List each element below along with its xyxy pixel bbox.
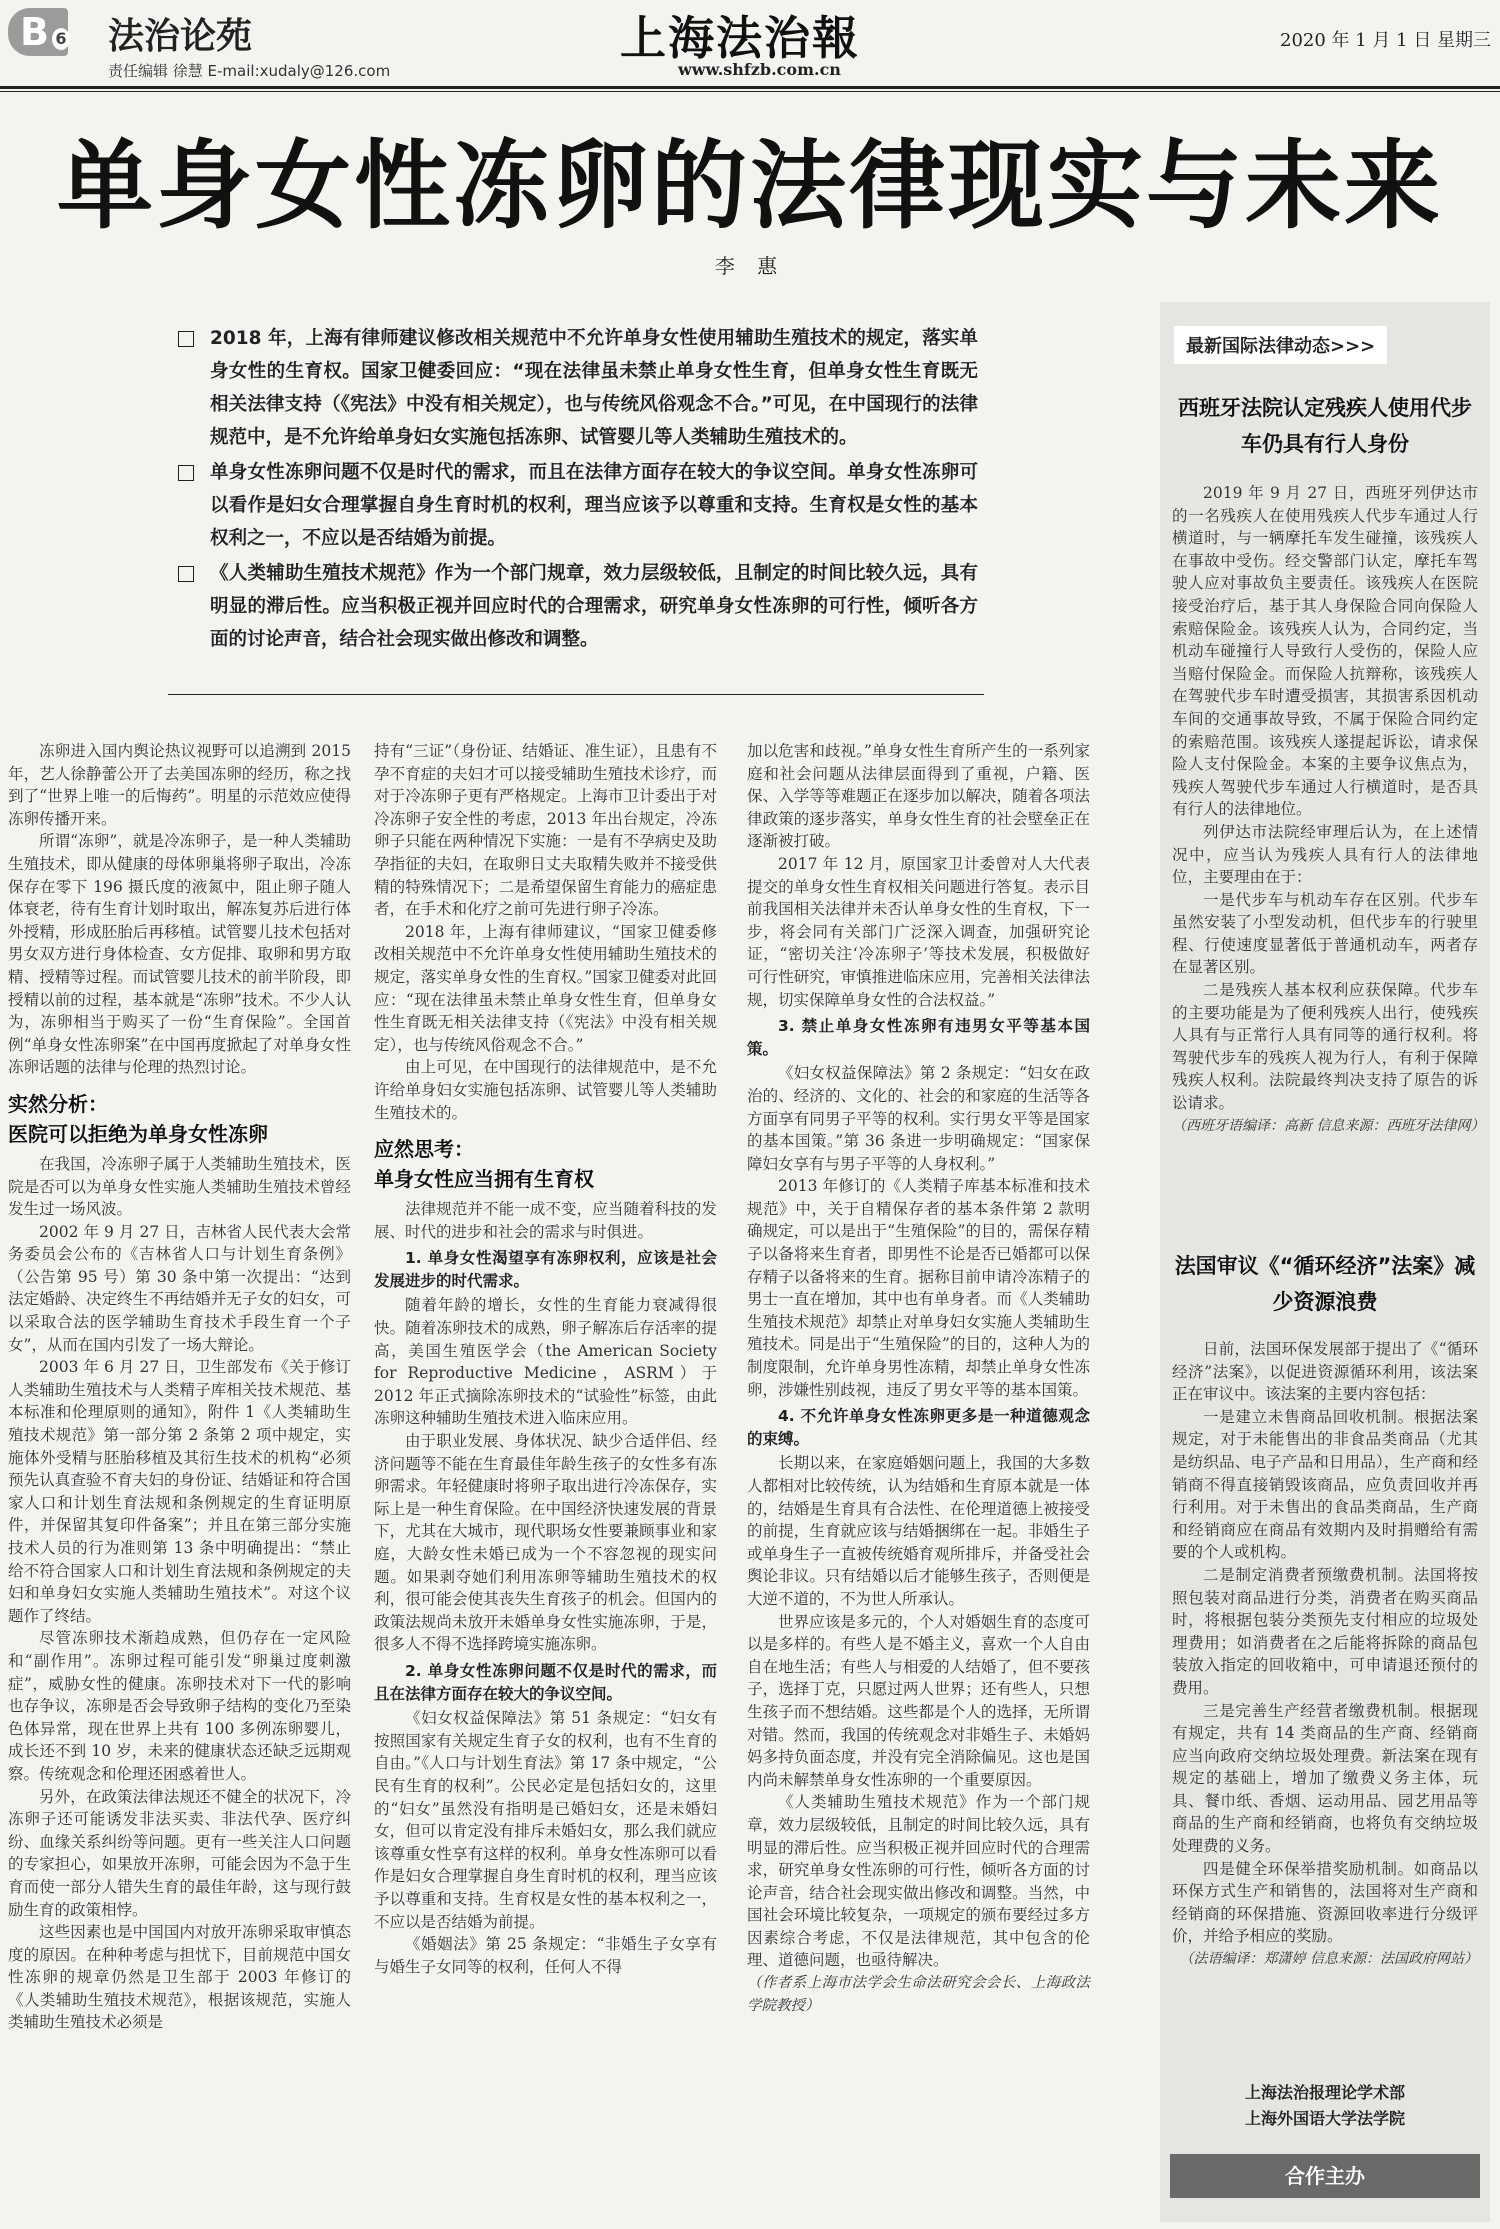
- paragraph: 由上可见，在中国现行的法律规范中，是不允许给单身妇女实施包括冻卵、试管婴儿等人类辅助生殖技术的。: [374, 1058, 717, 1122]
- organizer: 上海外国语大学法学院: [1244, 2109, 1405, 2128]
- header-rule: [0, 86, 1500, 89]
- sub-heading: 1. 单身女性渴望享有冻卵权利，应该是社会发展进步的时代需求。: [374, 1249, 717, 1290]
- paragraph: 《妇女权益保障法》第 51 条规定：“妇女有按照国家有关规定生育子女的权利，也有不生育的自由。”《人口与计划生育法》第 17 条中规定，“公民有生育的权利”。公民必定是包括妇女的，这里的“妇女”虽然没有指明是已婚妇女，还是未婚妇女，但可以肯定没有排斥未婚妇女，那么我们就应该尊重女性享有这样的权利。单身女性冻卵可以看作是妇女合理掌握自身生育时机的权利，理当应该予以尊重和支持。生育权是女性的基本权利之一，不应以是否结婚为前提。: [374, 1709, 717, 1931]
- paragraph: 尽管冻卵技术渐趋成熟，但仍存在一定风险和“副作用”。冻卵过程可能引发“卵巢过度刺激症”，威胁女性的健康。冻卵技术对下一代的影响也存争议，冻卵是否会导致卵子结构的变化乃至染色体异常，现在世界上共有 100 多例冻卵婴儿，成长还不到 10 岁，未来的健康状态还缺乏远期观察。传统观念和伦理还困惑着世人。: [8, 1629, 351, 1783]
- author-note: （作者系上海市法学会生命法研究会会长、上海政法学院教授）: [747, 1975, 1090, 2014]
- paragraph: 另外，在政策法律法规还不健全的状况下，冷冻卵子还可能诱发非法买卖、非法代孕、医疗纠纷、血缘关系纠纷等问题。更有一些关注人口问题的专家担心，如果放开冻卵，可能会因为不急于生育而使一部分人错失生育的最佳年龄，这与现行鼓励生育的政策相悖。: [8, 1787, 351, 1919]
- section-heading: [8, 1089, 351, 1149]
- article-column-3: [747, 740, 1090, 2017]
- heading-title: 单身女性应当拥有生育权: [374, 1167, 594, 1192]
- checkbox-icon: [178, 566, 194, 582]
- news1-title: 西班牙法院认定残疾人使用代步车仍具有行人身份: [1178, 396, 1472, 456]
- paragraph: 这些因素也是中国国内对放开冻卵采取审慎态度的原因。在种种考虑与担忧下，目前规范中国女性冻卵的规章仍然是卫生部于 2003 年修订的《人类辅助生殖技术规范》，根据该规范，实施人类辅助生殖技术必须是: [8, 1923, 351, 2032]
- section-name: 法治论苑: [108, 16, 253, 57]
- summary-item: [178, 456, 978, 555]
- paragraph: 2019 年 9 月 27 日，西班牙列伊达市的一名残疾人在使用残疾人代步车通过人行横道时，与一辆摩托车发生碰撞，该残疾人在事故中受伤。经交警部门认定，摩托车驾驶人应对事故负主要责任。该残疾人在医院接受治疗后，基于其人身保险合同向保险人索赔保险金。该残疾人认为，合同约定，当机动车碰撞行人导致行人受伤的，保险人应当赔付保险金。而保险人抗辩称，该残疾人在驾驶代步车时遭受损害，其损害系因机动车间的交通事故导致，不属于保险合同约定的索赔范围。该残疾人遂提起诉讼，请求保险人支付保险金。本案的主要争议焦点为，残疾人驾驶代步车通过人行横道时，是否具有行人的法律地位。: [1172, 484, 1478, 819]
- news2-source: （法语编译：郑潇婷 信息来源：法国政府网站）: [1179, 1951, 1478, 1968]
- page-number: 6: [52, 28, 70, 50]
- heading-kicker: 实然分析：: [8, 1091, 108, 1116]
- paragraph: 列伊达市法院经审理后认为，在上述情况中，应当认为残疾人具有行人的法律地位，主要理由在于：: [1172, 822, 1478, 887]
- sub-heading: 3. 禁止单身女性冻卵有违男女平等基本国策。: [747, 1017, 1090, 1058]
- paragraph: 《婚姻法》第 25 条规定：“非婚生子女享有与婚生子女同等的权利，任何人不得: [374, 1935, 717, 1976]
- heading-title: 医院可以拒绝为单身女性冻卵: [8, 1121, 268, 1146]
- header-rule-thin: [0, 91, 1500, 92]
- summary-text: 《人类辅助生殖技术规范》作为一个部门规章，效力层级较低，且制定的时间比较久远，具有明显的滞后性。应当积极正视并回应时代的合理需求，研究单身女性冻卵的可行性，倾听各方面的讨论声音，结合社会现实做出修改和调整。: [210, 563, 978, 650]
- checkbox-icon: [178, 465, 194, 481]
- website-url[interactable]: www.shfzb.com.cn: [678, 60, 841, 79]
- summary-item: [178, 557, 978, 656]
- summary-text: 2018 年，上海有律师建议修改相关规范中不允许单身女性使用辅助生殖技术的规定，落实单身女性的生育权。国家卫健委回应：“现在法律虽未禁止单身女性生育，但单身女性生育既无相关法律支持（《宪法》中没有相关规定），也与传统风俗观念不合。”可见，在中国现行的法律规范中，是不允许给单身妇女实施包括冻卵、试管婴儿等人类辅助生殖技术的。: [210, 328, 978, 448]
- checkbox-icon: [178, 331, 194, 347]
- section-heading: [374, 1134, 717, 1194]
- paragraph: 一是代步车与机动车存在区别。代步车虽然安装了小型发动机，但代步车的行驶里程、行使速度显著低于普通机动车，两者存在显著区别。: [1172, 890, 1478, 977]
- paragraph: 三是完善生产经营者缴费机制。根据现有规定，共有 14 类商品的生产商、经销商应当向政府交纳垃圾处理费。新法案在现有规定的基础上，增加了缴费义务主体，玩具、餐巾纸、香烟、运动用品、园艺用品等商品的生产商和经销商，也将负有交纳垃圾处理费的义务。: [1172, 1701, 1478, 1856]
- paragraph: 日前，法国环保发展部于提出了《“循环经济”法案》，以促进资源循环利用，该法案正在审议中。该法案的主要内容包括：: [1172, 1340, 1478, 1404]
- heading-kicker: 应然思考：: [374, 1137, 474, 1162]
- summary-text: 单身女性冻卵问题不仅是时代的需求，而且在法律方面存在较大的争议空间。单身女性冻卵可以看作是妇女合理掌握自身生育时机的权利，理当应该予以尊重和支持。生育权是女性的基本权利之一，不应以是否结婚为前提。: [210, 462, 978, 549]
- paragraph: 随着年龄的增长，女性的生育能力衰减得很快。随着冻卵技术的成熟，卵子解冻后存活率的提高，美国生殖医学会（the American Society for Reproductive Medicine，ASRM）于 2012 年正式摘除冻卵技术的“试验性”标签，由此冻卵这种辅助生殖技术进入临床应用。: [374, 1296, 717, 1428]
- paragraph: 由于职业发展、身体状况、缺少合适伴侣、经济问题等不能在生育最佳年龄生孩子的女性多有冻卵需求。年轻健康时将卵子取出进行冷冻保存，实际上是一种生育保险。在中国经济快速发展的背景下，尤其在大城市，现代职场女性要兼顾事业和家庭，大龄女性未婚已成为一个不容忽视的现实问题。如果剥夺她们利用冻卵等辅助生殖技术的权利，很可能会使其丧失生育孩子的机会。但国内的政策法规尚未放开未婚单身女性实施冻卵，于是，很多人不得不选择跨境实施冻卵。: [374, 1432, 717, 1654]
- paragraph: 长期以来，在家庭婚姻问题上，我国的大多数人都相对比较传统，认为结婚和生育原本就是一体的，结婚是生育具有合法性、在伦理道德上被接受的前提，生育就应该与结婚捆绑在一起。非婚生子或单身生子一直被传统婚育观所排斥，并备受社会舆论非议。只有结婚以后才能够生孩子，否则便是大逆不道的，不为世人所承认。: [747, 1454, 1090, 1608]
- paragraph: 四是健全环保举措奖励机制。如商品以环保方式生产和销售的，法国将对生产商和经销商的环保措施、资源回收率进行分级评价，并给予相应的奖励。: [1172, 1859, 1478, 1946]
- paragraph: 2018 年，上海有律师建议，“国家卫健委修改相关规范中不允许单身女性使用辅助生殖技术的规定，落实单身女性的生育权。”国家卫健委对此回应：“现在法律虽未禁止单身女性生育，但单身女性生育既无相关法律支持（《宪法》中没有相关规定），也与传统风俗观念不合。”: [374, 922, 717, 1054]
- masthead-logo: 上海法治報: [620, 11, 860, 65]
- paragraph: 2017 年 12 月，原国家卫计委曾对人大代表提交的单身女性生育权相关问题进行答复。表示目前我国相关法律并未否认单身女性的生育权，下一步，将会同有关部门广泛深入调查，加强研究论证，“密切关注‘冷冻卵子’等技术发展，积极做好可行性研究，审慎推进临床应用，完善相关法律法规，切实保障单身女性的合法权益。”: [747, 854, 1090, 1009]
- news2-title: 法国审议《“循环经济”法案》减少资源浪费: [1174, 1254, 1476, 1314]
- summary-rule: [168, 694, 984, 695]
- paragraph: 2002 年 9 月 27 日，吉林省人民代表大会常务委员会公布的《吉林省人口与计划生育条例》（公告第 95 号）第 30 条中第一次提出：“达到法定婚龄、决定终生不再结婚并无子女的妇女，可以采取合法的医学辅助生育技术手段生育一个子女”，从而在国内引发了一场大辩论。: [8, 1222, 351, 1354]
- paragraph: 2013 年修订的《人类精子库基本标准和技术规范》中，关于自精保存者的基本条件第 2 款明确规定，可以是出于“生殖保险”的目的，需保存精子以备将来生育者，即男性不论是否已婚都可以保存精子以备将来的生育。据称目前申请冷冻精子的男士一直在增加，其中也有单身者。而《人类辅助生殖技术规范》却禁止对单身妇女实施人类辅助生殖技术。同是出于“生殖保险”的目的，这种人为的制度限制，允许单身男性冻精，却禁止单身女性冻卵，涉嫌性别歧视，违反了男女平等的基本国策。: [747, 1177, 1090, 1399]
- paragraph: 2003 年 6 月 27 日，卫生部发布《关于修订人类辅助生殖技术与人类精子库相关技术规范、基本标准和伦理原则的通知》，附件 1《人类辅助生殖技术规范》第一部分第 2 条第 2 项中规定，实施体外受精与胚胎移植及其衍生技术的机构“必须预先认真查验不育夫妇的身份证、结婚证和符合国家人口和计划生育法规和条例规定的生育证明原件，并保留其复印件备案”；并且在第三部分实施技术人员的行为准则第 13 条中明确提出：“禁止给不符合国家人口和计划生育法规和条例规定的夫妇和单身妇女实施人类辅助生殖技术”。对这个议题作了终结。: [8, 1358, 351, 1625]
- paragraph: 在我国，冷冻卵子属于人类辅助生殖技术，医院是否可以为单身女性实施人类辅助生殖技术曾经发生过一场风波。: [8, 1154, 351, 1219]
- paragraph: 持有“三证”（身份证、结婚证、准生证），且患有不孕不育症的夫妇才可以接受辅助生殖技术诊疗，而对于冷冻卵子更有严格规定。上海市卫计委出于对冷冻卵子安全性的考虑，2013 年出台规定，冷冻卵子只能在两种情况下实施：一是有不孕病史及助孕指征的夫妇，在取卵日丈夫取精失败并不接受供精的特殊情况下；二是希望保留生育能力的癌症患者，在手术和化疗之前可先进行卵子冷冻。: [374, 742, 717, 919]
- sidebar-label: 最新国际法律动态>>>: [1174, 326, 1387, 364]
- article-author: 李 惠: [714, 254, 786, 278]
- article-summary: [178, 322, 978, 658]
- paragraph: 《妇女权益保障法》第 2 条规定：“妇女在政治的、经济的、文化的、社会的和家庭的生活等各方面享有同男子平等的权利。实行男女平等是国家的基本国策。”第 36 条进一步明确规定：“国家保障妇女享有与男子平等的人身权利。”: [747, 1064, 1090, 1173]
- paragraph: 《人类辅助生殖技术规范》作为一个部门规章，效力层级较低，且制定的时间比较久远，具有明显的滞后性。应当积极正视并回应时代的合理需求，研究单身女性冻卵的可行性，倾听各方面的讨论声音，结合社会现实做出修改和调整。当然，中国社会环境比较复杂，一项规定的颁布要经过多方因素综合考虑，不仅是法律规范，其中包含的伦理、道德问题，也亟待解决。: [747, 1793, 1090, 1970]
- summary-item: [178, 322, 978, 454]
- sub-heading: 2. 单身女性冻卵问题不仅是时代的需求，而且在法律方面存在较大的争议空间。: [374, 1661, 717, 1703]
- page-letter: B: [20, 10, 49, 54]
- paragraph: 二是制定消费者预缴费机制。法国将按照包装对商品进行分类，消费者在购买商品时，将根据包装分类预先支付相应的垃圾处理费用；如消费者在之后能将拆除的商品包装放入指定的回收箱中，可申请退还预付的费用。: [1172, 1565, 1478, 1697]
- paragraph: 法律规范并不能一成不变，应当随着科技的发展、时代的进步和社会的需求与时俱进。: [374, 1200, 717, 1241]
- organizer: 上海法治报理论学术部: [1244, 2083, 1405, 2102]
- news1-body: [1172, 482, 1485, 1137]
- news2-body: [1172, 1338, 1478, 1971]
- paragraph: 二是残疾人基本权利应获保障。代步车的主要功能是为了便利残疾人出行，使残疾人具有与正常行人具有同等的通行权利。将驾驶代步车的残疾人视为行人，有利于保障残疾人权利。法院最终判决支持了原告的诉讼请求。: [1172, 981, 1478, 1113]
- co-host-banner: 合作主办: [1170, 2154, 1480, 2198]
- paragraph: 一是建立未售商品回收机制。根据法案规定，对于未能售出的非食品类商品（尤其是纺织品、电子产品和日用品），生产商和经销商不得直接销毁该商品，应负责回收并再行利用。对于未售出的食品类商品，生产商和经销商应在商品有效期内及时捐赠给有需要的个人或机构。: [1172, 1407, 1478, 1562]
- issue-date: 2020 年 1 月 1 日 星期三: [1280, 30, 1492, 51]
- paragraph: 世界应该是多元的，个人对婚姻生育的态度可以是多样的。有些人是不婚主义，喜欢一个人自由自在地生活；有些人与相爱的人结婚了，但不要孩子，选择丁克，只愿过两人世界；还有些人，只想生孩子而不想结婚。这些都是个人的选择，无所谓对错。然而，我国的传统观念对非婚生子、未婚妈妈多持负面态度，并没有完全消除偏见。这也是国内尚未解禁单身女性冻卵的一个重要原因。: [747, 1612, 1090, 1789]
- article-headline: 单身女性冻卵的法律现实与未来: [57, 130, 1443, 242]
- article-column-2: [374, 740, 717, 1978]
- news1-source: （西班牙语编译：高新 信息来源：西班牙法律网）: [1172, 1117, 1485, 1134]
- sub-heading: 4. 不允许单身女性冻卵更多是一种道德观念的束缚。: [747, 1407, 1090, 1448]
- paragraph: 冻卵进入国内舆论热议视野可以追溯到 2015 年，艺人徐静蕾公开了去美国冻卵的经历，称之找到了“世界上唯一的后悔药”。明星的示范效应使得冻卵传播开来。: [8, 742, 351, 828]
- editor-line: 责任编辑 徐慧 E-mail:xudaly@126.com: [108, 62, 391, 80]
- page-badge: [8, 8, 68, 56]
- article-column-1: [8, 740, 351, 2034]
- paragraph: 加以危害和歧视。”单身女性生育所产生的一系列家庭和社会问题从法律层面得到了重视，户籍、医保、入学等等难题正在逐步加以解决，随着各项法律政策的逐步落实，单身女性生育的社会壁垒正在逐渐被打破。: [747, 742, 1090, 851]
- co-organizers: [1170, 2080, 1480, 2132]
- paragraph: 所谓“冻卵”，就是冷冻卵子，是一种人类辅助生殖技术，即从健康的母体卵巢将卵子取出，冷冻保存在零下 196 摄氏度的液氮中，阻止卵子随人体衰老，待有生育计划时取出，解冻复苏后进行体外授精，形成胚胎后再移植。试管婴儿技术包括对男女双方进行身体检查、女方促排、取卵和男方取精、授精等过程。而试管婴儿技术的前半阶段，即授精以前的过程，基本就是“冻卵”技术。不少人认为，冻卵相当于购买了一份“生育保险”。全国首例“单身女性冻卵案”在中国再度掀起了对单身女性冻卵话题的法律与伦理的热烈讨论。: [8, 832, 351, 1077]
